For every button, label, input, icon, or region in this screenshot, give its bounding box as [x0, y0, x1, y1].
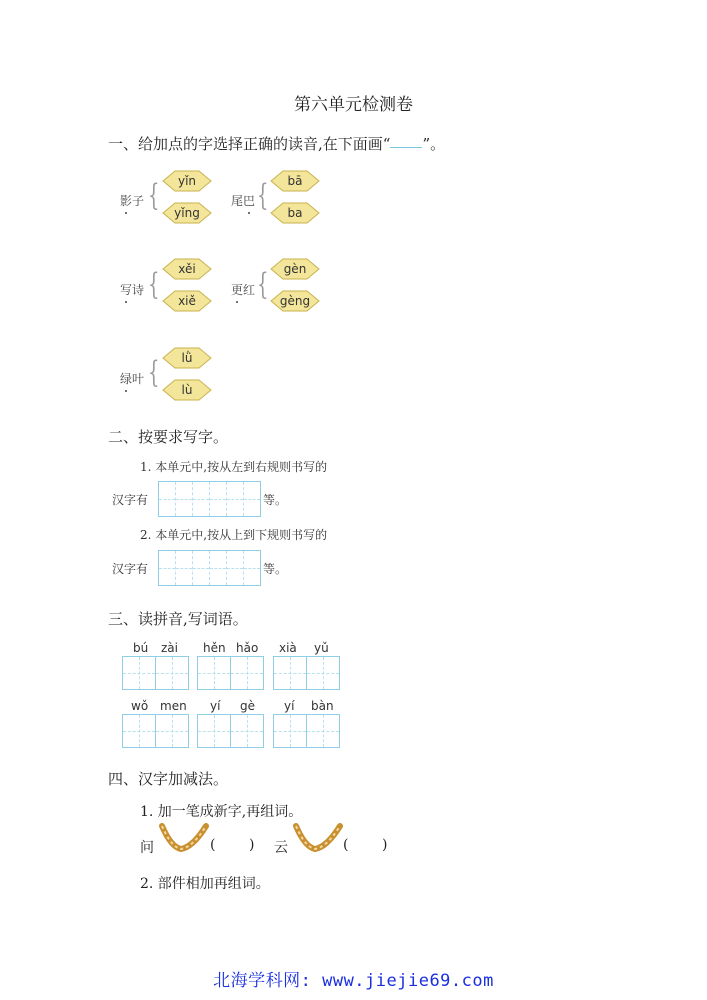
item2-word	[231, 192, 255, 209]
footer-watermark[interactable]: 北海学科网: www.jiejie69.com	[213, 971, 494, 991]
item5-option1[interactable]	[162, 347, 212, 369]
answer-box-henhao[interactable]	[197, 656, 264, 690]
item5-brace: {	[148, 355, 160, 390]
answer-paren-2-open: (	[343, 837, 349, 853]
item5-rest-char: 叶	[132, 372, 145, 386]
svg-text:gèn: gèn	[283, 262, 307, 276]
svg-text:ba: ba	[287, 206, 303, 220]
answer-box-xiayu[interactable]	[273, 656, 340, 690]
char-yun: 云	[274, 840, 288, 856]
answer-paren-2-close: )	[382, 837, 388, 853]
item3-option1[interactable]	[162, 258, 212, 280]
answer-box-yiban[interactable]	[273, 714, 340, 748]
section2-q1-grid[interactable]	[158, 481, 261, 517]
section2-q2-prefix: 汉字有	[112, 562, 149, 576]
answer-paren-1-open: (	[210, 837, 216, 853]
svg-text:xěi: xěi	[178, 262, 196, 276]
rope-arrow-icon	[293, 823, 343, 853]
answer-box-yige[interactable]	[197, 714, 264, 748]
pinyin-zai: zài	[161, 641, 178, 655]
item1-option2[interactable]	[162, 202, 212, 224]
svg-text:yǐng: yǐng	[174, 206, 200, 220]
item3-option2[interactable]	[162, 290, 212, 312]
svg-text:lù: lù	[181, 383, 193, 397]
item2-dotted-char: 巴	[243, 194, 256, 208]
item5-option2[interactable]	[162, 379, 212, 401]
pinyin-hao: hǎo	[236, 641, 259, 655]
pinyin-yi-2: yí	[284, 699, 295, 713]
pinyin-men: men	[160, 699, 187, 713]
item4-rest-char: 红	[243, 283, 256, 297]
svg-text:yǐn: yǐn	[177, 174, 197, 188]
answer-box-buzai[interactable]	[122, 656, 189, 690]
section2-q1-suffix: 等。	[263, 493, 288, 507]
item5-word	[120, 370, 144, 387]
pinyin-ban: bàn	[311, 699, 334, 713]
section1-heading-suffix: ”。	[422, 135, 446, 153]
section2-heading: 二、按要求写字。	[108, 428, 229, 446]
section1-heading	[108, 133, 445, 154]
item3-brace: {	[148, 267, 160, 302]
svg-text:xiě: xiě	[178, 294, 196, 308]
item1-option1[interactable]	[162, 170, 212, 192]
item1-brace: {	[148, 178, 160, 213]
section2-q1-prefix: 汉字有	[112, 493, 149, 507]
section4-sub2: 2. 部件相加再组词。	[140, 876, 270, 892]
item2-option2[interactable]	[270, 202, 320, 224]
page-title: 第六单元检测卷	[294, 95, 413, 115]
svg-text:gèng: gèng	[279, 294, 311, 308]
section4-heading: 四、汉字加减法。	[108, 770, 229, 788]
item4-option2[interactable]	[270, 290, 320, 312]
item3-rest-char: 诗	[132, 283, 145, 297]
pinyin-wo: wǒ	[131, 699, 149, 713]
section2-q2-grid[interactable]	[158, 550, 261, 586]
char-wen: 问	[140, 840, 154, 856]
answer-blank-1[interactable]	[218, 834, 246, 854]
pinyin-yu: yǔ	[314, 641, 329, 655]
pinyin-hen: hěn	[203, 641, 226, 655]
pinyin-xia: xià	[279, 641, 297, 655]
item2-brace: {	[257, 178, 269, 213]
item1-dotted-char: 影	[120, 194, 133, 208]
item3-dotted-char: 写	[120, 283, 133, 297]
pinyin-bu: bú	[133, 641, 149, 655]
answer-paren-1-close: )	[249, 837, 255, 853]
item4-word	[231, 281, 255, 298]
svg-text:bā: bā	[287, 174, 303, 188]
svg-text:lǜ: lǜ	[181, 351, 193, 365]
item3-word	[120, 281, 144, 298]
section3-heading: 三、读拼音,写词语。	[108, 610, 248, 628]
pinyin-ge: gè	[240, 699, 255, 713]
section1-heading-prefix: 一、给加点的字选择正确的读音,在下面画“	[108, 135, 391, 153]
item2-before-char: 尾	[231, 194, 244, 208]
item2-option1[interactable]	[270, 170, 320, 192]
answer-blank-2[interactable]	[351, 834, 379, 854]
item4-option1[interactable]	[270, 258, 320, 280]
pinyin-yi-1: yí	[210, 699, 221, 713]
answer-box-women[interactable]	[122, 714, 189, 748]
item4-brace: {	[257, 267, 269, 302]
section2-q2-suffix: 等。	[263, 562, 288, 576]
item1-rest-char: 子	[132, 194, 145, 208]
item4-dotted-char: 更	[231, 283, 244, 297]
rope-arrow-icon	[159, 823, 209, 853]
item5-dotted-char: 绿	[120, 372, 133, 386]
section4-sub1: 1. 加一笔成新字,再组词。	[140, 804, 303, 820]
section2-q1: 1. 本单元中,按从左到右规则书写的	[140, 460, 328, 474]
section2-q2: 2. 本单元中,按从上到下规则书写的	[140, 528, 328, 542]
underline-sample	[390, 147, 422, 148]
item1-word	[120, 192, 144, 209]
